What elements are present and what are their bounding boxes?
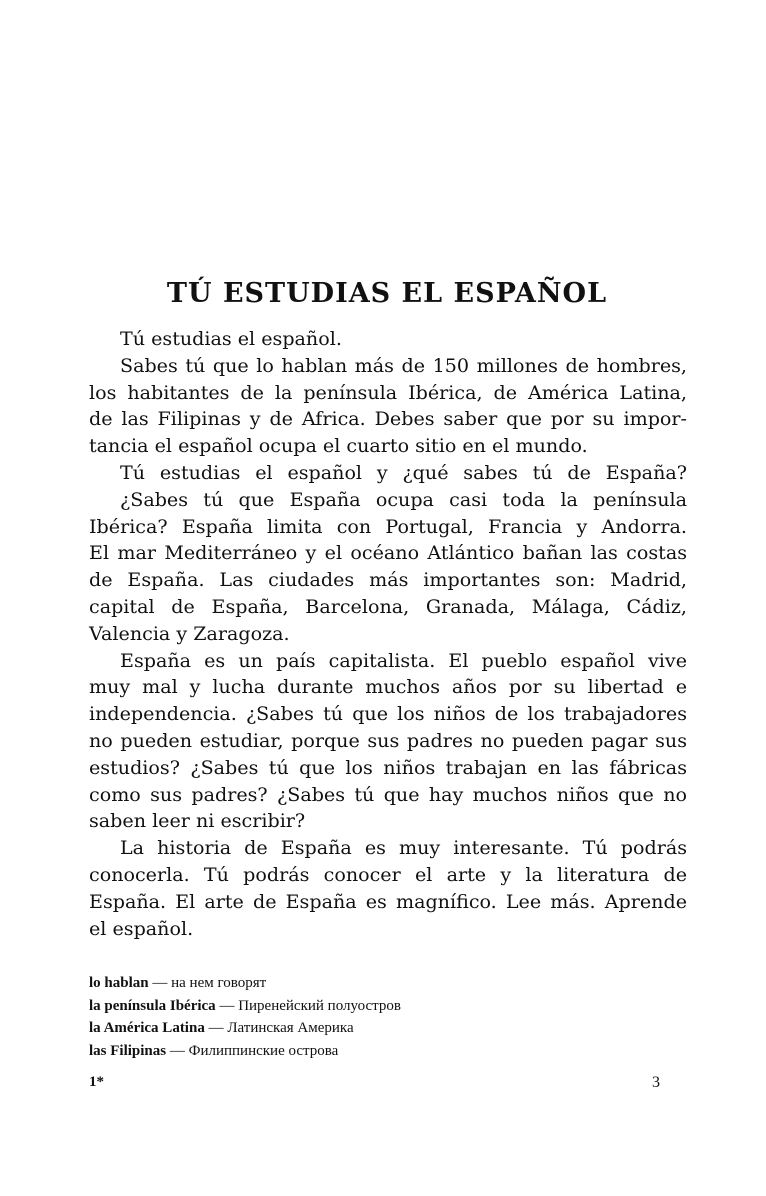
text-line: Sabes tú que lo hablan más de 150 millones de hombres, xyxy=(120,353,687,377)
glossary-entry xyxy=(89,1017,401,1040)
text-line: conocerla. Tú podrás conocer el arte y la literatura de xyxy=(89,862,687,886)
body-text xyxy=(89,326,687,942)
text-line: El mar Mediterráneo y el océano Atlántico bañan las costas xyxy=(89,541,687,565)
text-line: Ibérica? España limita con Portugal, Francia y Andorra. xyxy=(89,514,687,538)
text-line: como sus padres? ¿Sabes tú que hay muchos niños que no xyxy=(89,782,687,806)
glossary-translation: Латинская Америка xyxy=(227,1020,354,1037)
text-line: de las Filipinas y de Africa. Debes saber que por su impor- xyxy=(89,407,687,431)
text-line: los habitantes de la península Ibérica, de América Latina, xyxy=(89,380,687,404)
text-line: España. El arte de España es magnífico. Lee más. Aprende xyxy=(89,889,687,913)
glossary-dash: — xyxy=(169,1043,185,1060)
text-line: estudios? ¿Sabes tú que los niños trabajan en las fábricas xyxy=(89,755,687,779)
text-line: de España. Las ciudades más importantes son: Madrid, xyxy=(89,568,687,592)
glossary-term: la península Ibérica xyxy=(89,997,216,1014)
glossary-translation: на нем говорят xyxy=(171,975,267,991)
glossary-dash: — xyxy=(208,1020,224,1037)
glossary-translation: Пиренейский полуостров xyxy=(238,997,401,1014)
glossary-dash: — xyxy=(219,997,235,1014)
vocabulary-glossary xyxy=(89,972,401,1063)
glossary-entry xyxy=(89,972,401,995)
glossary-term: la América Latina xyxy=(89,1020,205,1037)
text-line: no pueden estudiar, porque sus padres no pueden pagar sus xyxy=(89,728,687,752)
text-line: tancia el español ocupa el cuarto sitio en el mundo. xyxy=(89,434,588,458)
text-line: muy mal y lucha durante muchos años por su libertad e xyxy=(89,675,687,699)
text-line: La historia de España es muy interesante. Tú podrás xyxy=(120,836,687,860)
text-line: ¿Sabes tú que España ocupa casi toda la península xyxy=(120,487,687,511)
glossary-entry xyxy=(89,995,401,1018)
text-line: Tú estudias el español. xyxy=(120,327,342,350)
chapter-title: TÚ ESTUDIAS EL ESPAÑOL xyxy=(166,278,608,309)
text-line: Valencia y Zaragoza. xyxy=(89,621,290,645)
text-line: capital de España, Barcelona, Granada, Málaga, Cádiz, xyxy=(89,594,687,618)
text-line: saben leer ni escribir? xyxy=(89,809,306,833)
glossary-term: lo hablan xyxy=(89,975,149,991)
text-line: Tú estudias el español y ¿qué sabes tú de España? xyxy=(120,460,687,484)
printer-signature-mark: 1* xyxy=(89,1074,104,1090)
text-line: independencia. ¿Sabes tú que los niños de los trabajadores xyxy=(89,702,687,726)
glossary-dash: — xyxy=(152,975,168,991)
glossary-translation: Филиппинские острова xyxy=(188,1043,339,1060)
text-line: el español. xyxy=(89,916,194,940)
glossary-entry xyxy=(89,1040,401,1063)
text-line: España es un país capitalista. El pueblo español vive xyxy=(120,648,687,672)
page-number: 3 xyxy=(652,1074,660,1091)
glossary-term: las Filipinas xyxy=(89,1043,167,1060)
